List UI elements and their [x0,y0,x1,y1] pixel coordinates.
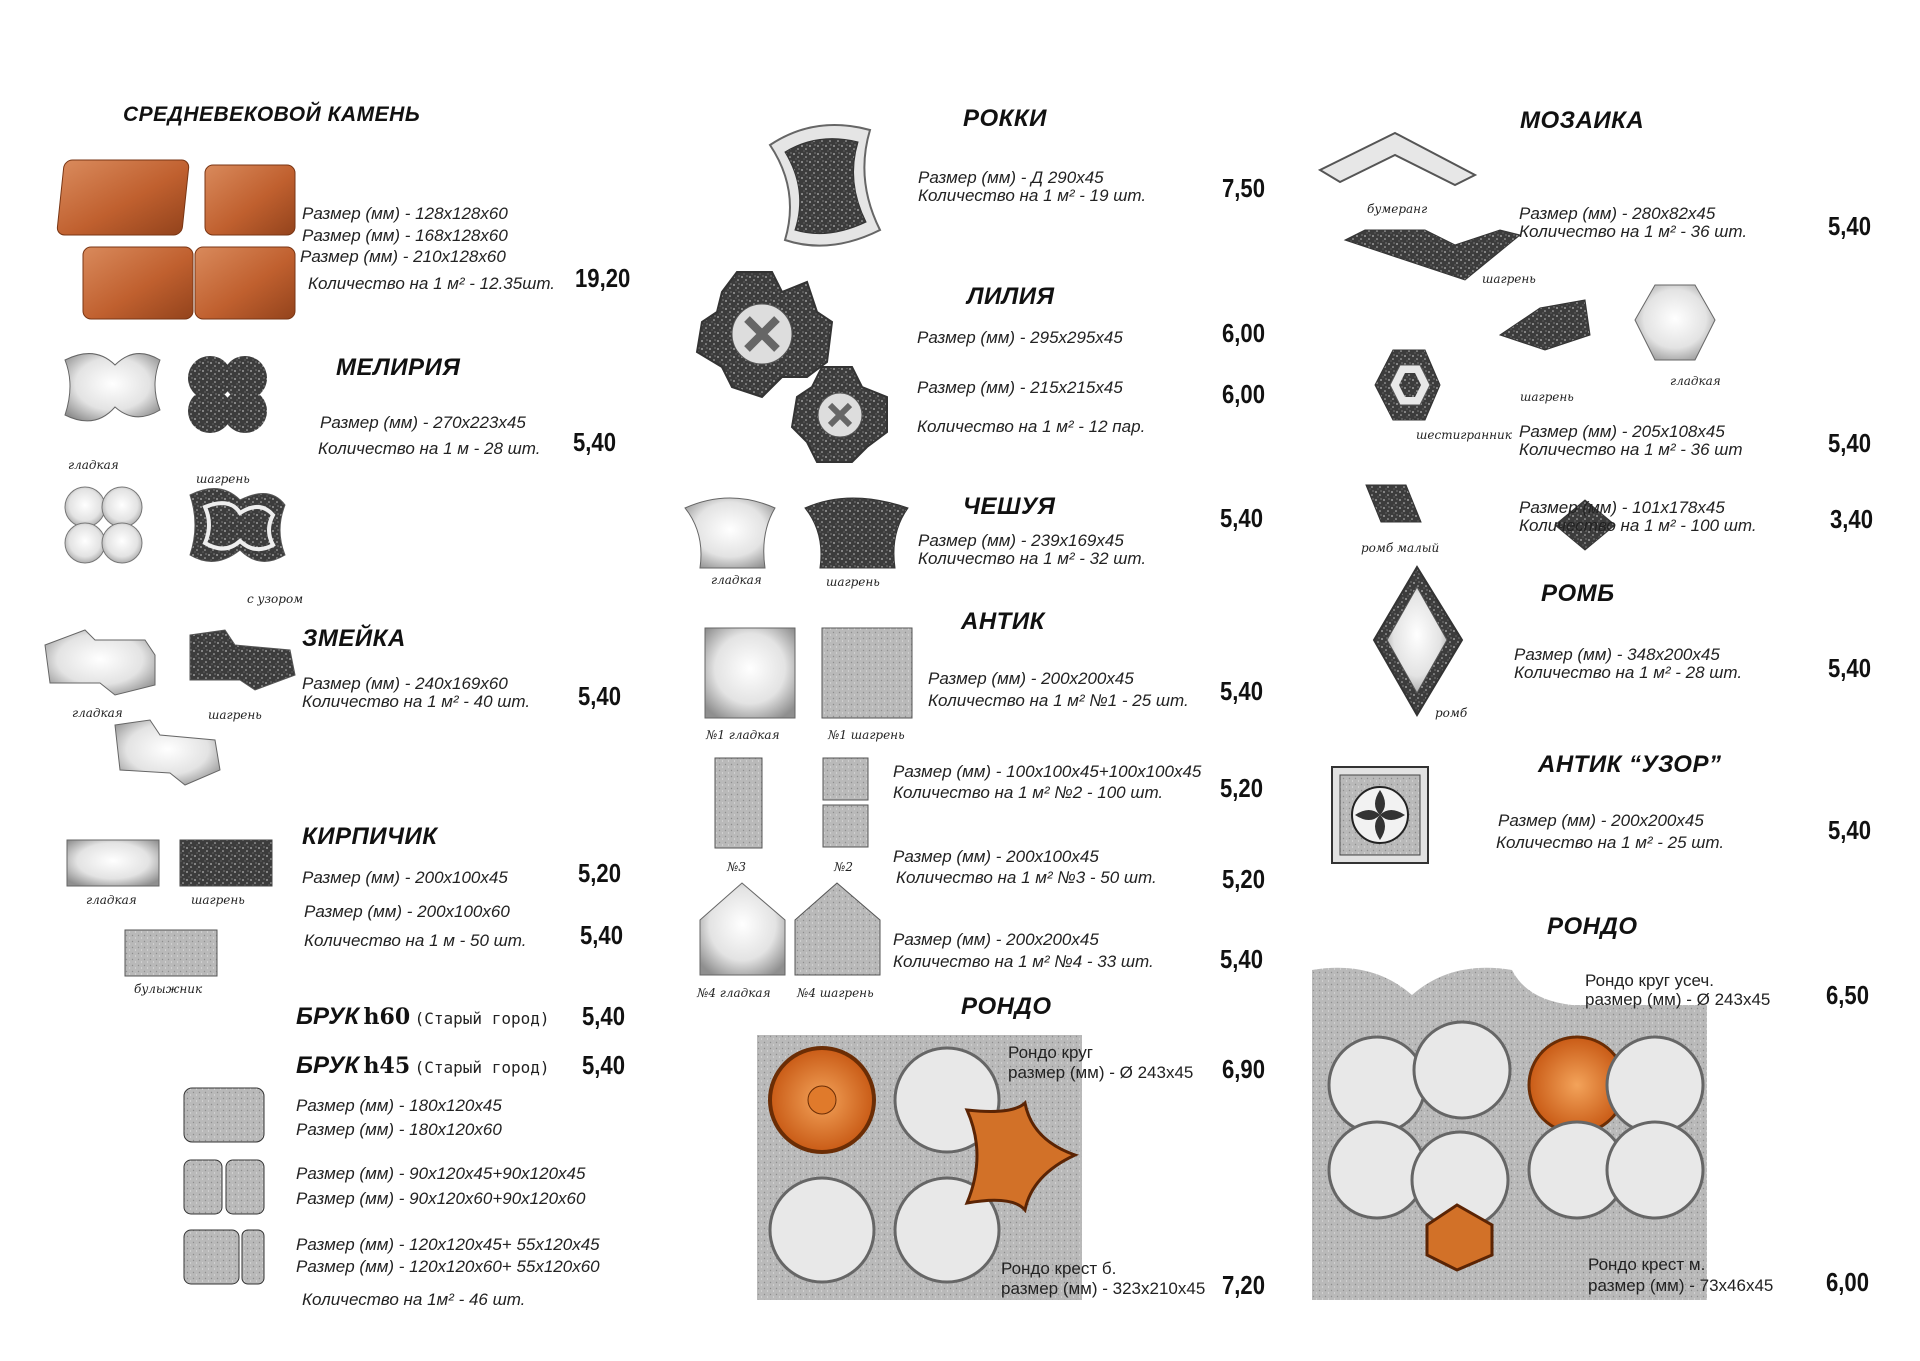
bruk-h60-height: h60 [363,1004,411,1030]
rondo-right-circle-name: Рондо круг усеч. [1585,971,1714,990]
antik-caption-2: №2 [834,860,853,874]
antik-caption-1a: №1 гладкая [706,728,780,742]
antik-caption-4a: №4 гладкая [697,986,771,1000]
romb-price: 5,40 [1828,653,1872,683]
antik-caption-3: №3 [727,860,746,874]
antik-size-4: Размер (мм) - 200х200х45 [893,930,1099,949]
antik-qty-1: Количество на 1 м² №1 - 25 шт. [928,691,1189,710]
mozaika-caption-shagreen-2: шагрень [1520,390,1574,404]
rondo-mid-circle-name: Рондо круг [1008,1043,1093,1062]
rondo-right-cross-name: Рондо крест м. [1588,1255,1706,1274]
antik-uzor-qty: Количество на 1 м² - 25 шт. [1496,833,1725,852]
mozaika-price-2: 5,40 [1828,428,1872,458]
kirpichik-size-1: Размер (мм) - 200х100х45 [302,868,508,887]
bruk-line-5: Размер (мм) - 120х120х45+ 55х120х45 [296,1235,600,1254]
cheshuya-caption-smooth: гладкая [711,573,762,587]
section-title-meliria: МЕЛИРИЯ [336,354,461,381]
liliya-size-2: Размер (мм) - 215х215х45 [917,378,1123,397]
section-title-mozaika: МОЗАИКА [1520,107,1645,134]
antik-price-2: 5,20 [1220,773,1264,803]
bruk-h45-word: БРУК [296,1052,360,1079]
meliria-caption-smooth: гладкая [68,458,119,472]
liliya-qty: Количество на 1 м² - 12 пар. [917,417,1146,436]
zmeika-caption-smooth: гладкая [72,706,123,720]
section-title-rondo-mid: РОНДО [961,993,1052,1020]
medieval-price: 19,20 [575,263,631,293]
meliria-caption-pattern: с узором [247,592,304,606]
bruk-h60-note: (Старый город) [414,1009,550,1028]
mozaika-qty-2: Количество на 1 м² - 36 шт [1519,440,1743,459]
romb-size: Размер (мм) - 348х200х45 [1514,645,1720,664]
rondo-mid-cross-price: 7,20 [1222,1270,1266,1300]
section-title-zmeika: ЗМЕЙКА [302,625,406,652]
kirpichik-caption-shagreen: шагрень [191,893,245,907]
antik-price-1: 5,40 [1220,676,1264,706]
bruk-line-1: Размер (мм) - 180х120х45 [296,1096,502,1115]
liliya-size-1: Размер (мм) - 295х295х45 [917,328,1123,347]
section-title-rondo-right: РОНДО [1547,913,1638,940]
cheshuya-tiles-image [680,493,915,573]
antik-caption-4b: №4 шагрень [797,986,874,1000]
mozaika-caption-smooth: гладкая [1670,374,1721,388]
rondo-right-circle-size: размер (мм) - Ø 243х45 [1585,990,1771,1009]
bruk-h45-price: 5,40 [582,1050,626,1080]
rondo-mid-cross-name: Рондо крест б. [1001,1259,1117,1278]
medieval-size-1: Размер (мм) - 128х128х60 [302,204,508,223]
cheshuya-qty: Количество на 1 м² - 32 шт. [918,549,1147,568]
rondo-right-cross-size: размер (мм) - 73х46х45 [1588,1276,1774,1295]
kirpichik-qty-2: Количество на 1 м - 50 шт. [304,931,527,950]
rondo-right-pattern-image [1312,965,1707,1300]
romb-qty: Количество на 1 м² - 28 шт. [1514,663,1743,682]
antik-size-2: Размер (мм) - 100х100х45+100х100х45 [893,762,1202,781]
bruk-line-4: Размер (мм) - 90х120х60+90х120х60 [296,1189,586,1208]
antik-price-4: 5,40 [1220,944,1264,974]
romb-tile-image [1372,565,1467,720]
antik-tiles-image [700,625,920,995]
bruk-h60-heading [296,1003,549,1031]
rondo-mid-cross-size: размер (мм) - 323х210х45 [1001,1279,1206,1298]
mozaika-size-2: Размер (мм) - 205х108х45 [1519,422,1725,441]
mozaika-caption-shagreen: шагрень [1482,272,1536,286]
kirpichik-size-2: Размер (мм) - 200х100х60 [304,902,510,921]
section-title-medieval: СРЕДНЕВЕКОВОЙ КАМЕНЬ [123,103,421,126]
cheshuya-size: Размер (мм) - 239х169х45 [918,531,1124,550]
mozaika-caption-hex: шестигранник [1416,428,1512,442]
rokki-qty: Количество на 1 м² - 19 шт. [918,186,1147,205]
rondo-right-cross-price: 6,00 [1826,1267,1870,1297]
kirpichik-price-2: 5,40 [580,920,624,950]
rokki-size: Размер (мм) - Д 290х45 [918,168,1104,187]
bruk-line-6: Размер (мм) - 120х120х60+ 55х120х60 [296,1257,600,1276]
antik-uzor-price: 5,40 [1828,815,1872,845]
romb-caption: ромб [1435,706,1468,720]
antik-qty-2: Количество на 1 м² №2 - 100 шт. [893,783,1164,802]
mozaika-caption-small-rhomb: ромб малый [1361,541,1440,555]
antik-caption-1b: №1 шагрень [828,728,905,742]
bruk-stones-image [180,1085,270,1290]
bruk-h45-heading [296,1052,549,1080]
mozaika-price-1: 5,40 [1828,211,1872,241]
rondo-mid-circle-price: 6,90 [1222,1054,1266,1084]
mozaika-size-3: Размер (мм) - 101х178х45 [1519,498,1725,517]
meliria-caption-shagreen: шагрень [196,472,250,486]
zmeika-size: Размер (мм) - 240х169х60 [302,674,508,693]
section-title-antik-uzor: АНТИК “УЗОР” [1538,751,1722,778]
zmeika-caption-shagreen: шагрень [208,708,262,722]
bruk-h60-price: 5,40 [582,1001,626,1031]
cheshuya-caption-shagreen: шагрень [826,575,880,589]
rokki-price: 7,50 [1222,173,1266,203]
bruk-h60-word: БРУК [296,1003,360,1030]
meliria-qty: Количество на 1 м - 28 шт. [318,439,541,458]
mozaika-caption-boomerang: бумеранг [1367,202,1428,216]
kirpichik-caption-smooth: гладкая [86,893,137,907]
kirpichik-caption-cobble: булыжник [134,982,203,996]
section-title-kirpichik: КИРПИЧИК [302,823,438,850]
rokki-tile-image [760,120,890,255]
bruk-qty: Количество на 1м² - 46 шт. [302,1290,526,1309]
mozaika-small-rhomb-image [1366,482,1426,532]
cheshuya-price: 5,40 [1220,503,1264,533]
medieval-qty: Количество на 1 м² - 12.35шт. [308,274,556,293]
section-title-cheshuya: ЧЕШУЯ [963,493,1056,520]
meliria-price: 5,40 [573,427,617,457]
medieval-stone-image [55,155,305,325]
section-title-rokki: РОККИ [963,105,1047,132]
antik-uzor-size: Размер (мм) - 200х200х45 [1498,811,1704,830]
bruk-line-3: Размер (мм) - 90х120х45+90х120х45 [296,1164,586,1183]
antik-qty-3: Количество на 1 м² №3 - 50 шт. [896,868,1157,887]
kirpichik-tiles-image [65,838,285,978]
section-title-romb: РОМБ [1541,580,1615,607]
medieval-size-2: Размер (мм) - 168х128х60 [302,226,508,245]
zmeika-price: 5,40 [578,681,622,711]
section-title-liliya: ЛИЛИЯ [967,283,1055,310]
antik-size-1: Размер (мм) - 200х200х45 [928,669,1134,688]
liliya-tiles-image [692,267,907,467]
antik-size-3: Размер (мм) - 200х100х45 [893,847,1099,866]
mozaika-price-3: 3,40 [1830,504,1874,534]
antik-qty-4: Количество на 1 м² №4 - 33 шт. [893,952,1154,971]
liliya-price-2: 6,00 [1222,379,1266,409]
rondo-mid-circle-size: размер (мм) - Ø 243х45 [1008,1063,1194,1082]
zmeika-qty: Количество на 1 м² - 40 шт. [302,692,531,711]
bruk-h45-height: h45 [363,1053,411,1079]
mozaika-qty-3: Количество на 1 м² - 100 шт. [1519,516,1757,535]
rondo-right-circle-price: 6,50 [1826,980,1870,1010]
mozaika-qty-1: Количество на 1 м² - 36 шт. [1519,222,1748,241]
mozaika-size-1: Размер (мм) - 280х82х45 [1519,204,1716,223]
antik-uzor-tile-image [1330,765,1430,865]
kirpichik-price-1: 5,20 [578,858,622,888]
antik-price-3: 5,20 [1222,864,1266,894]
bruk-h45-note: (Старый город) [414,1058,550,1077]
medieval-size-3: Размер (мм) - 210х128х60 [300,247,506,266]
liliya-price-1: 6,00 [1222,318,1266,348]
meliria-size: Размер (мм) - 270х223х45 [320,413,526,432]
bruk-line-2: Размер (мм) - 180х120х60 [296,1120,502,1139]
section-title-antik: АНТИК [961,608,1045,635]
